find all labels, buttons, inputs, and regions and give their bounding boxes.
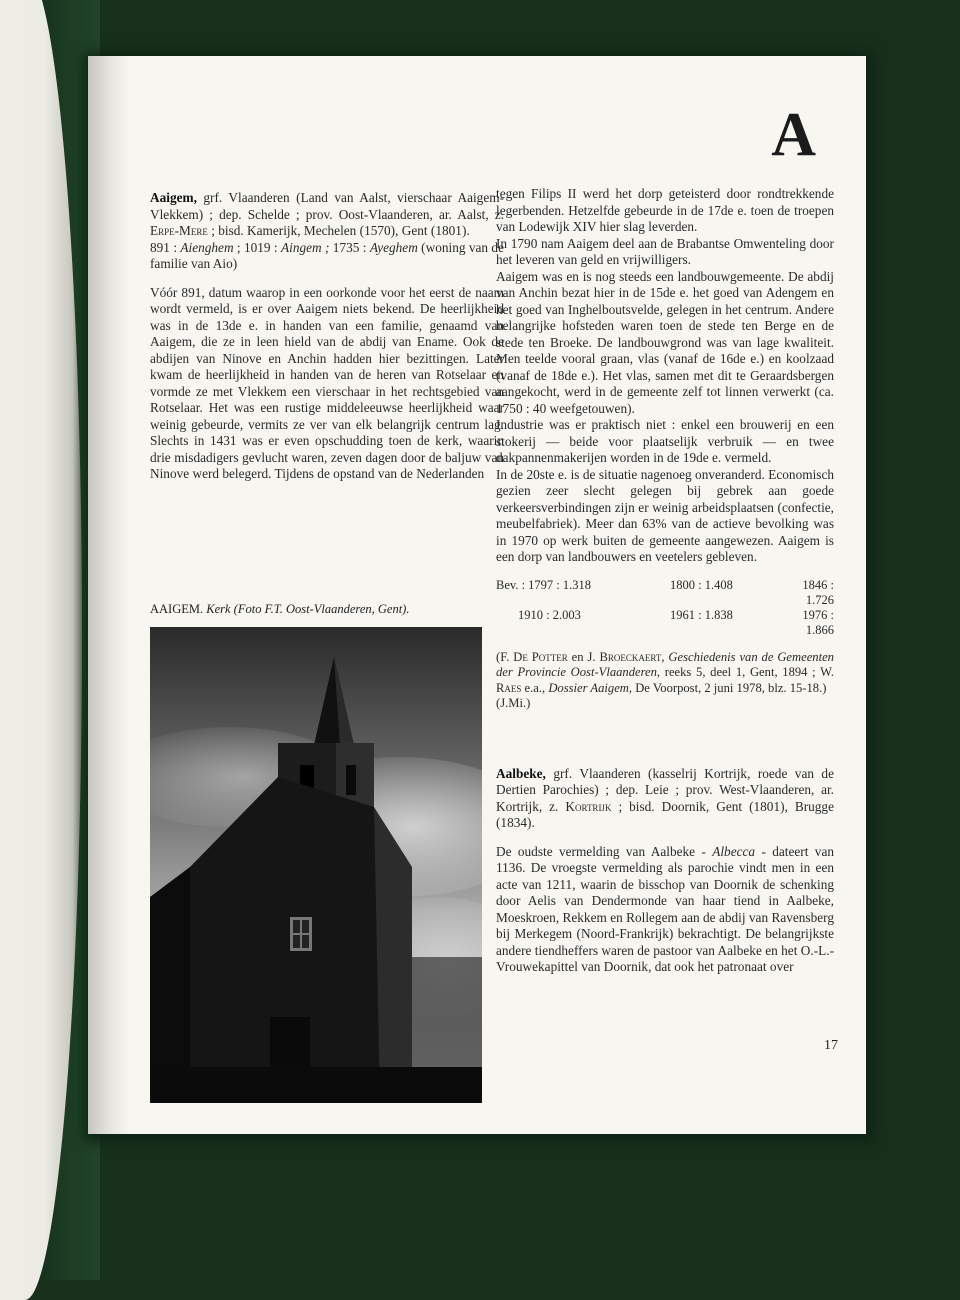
aaigem-title: Aaigem, — [150, 190, 197, 205]
book-page — [88, 56, 866, 1134]
aaigem-body-r4: Industrie was er praktisch niet : enkel een brouwerij en een stokerij — beide voor plaatselijk verbruik — en twee dakpannenmakerijen worden in de 19de e. vermeld. — [496, 417, 834, 465]
cross-ref-link[interactable]: Kortrijk — [565, 798, 612, 814]
aaigem-body-r1: tegen Filips II werd het dorp geteisterd door rondtrekkende legerbenden. Hetzelfde gebeurde in de 17de e. toen de troepen van Lodewijk XIV hier slag leverden. — [496, 186, 834, 234]
aaigem-references: (F. De Potter en J. Broeckaert, Geschiedenis van de Gemeenten der Provincie Oost-Vlaanderen, reeks 5, deel 1, Gent, 1894 ; W. Raes e.a., Dossier Aaigem, De Voorpost, 2 juni 1978, blz. 15-18.) — [496, 649, 834, 695]
aaigem-body-r3: Aaigem was en is nog steeds een landbouwgemeente. De abdij van Anchin bezat hier in de 15de e. het goed van Adengem en het goed van Inghelboutsvelde, gelegen in het centrum. Andere belangrijke hofsteden waren toen de stede ten Berge en de stede ten Broeke. De landbouwgrond was van lage kwaliteit. Men teelde vooral graan, vlas (vanaf de 16de e.) en koolzaad (vanaf de 18de e.). Het vlas, samen met dit te Geraardsbergen aangekocht, werd in de gemeente zelf tot linnen verwerkt (ca. 1750 : 40 weefgetouwen). — [496, 268, 834, 416]
aaigem-body-r5: In de 20ste e. is de situatie nagenoeg onveranderd. Economisch gezien zeer slecht gelegen bij gebrek aan goede verkeersverbindingen zijn er weinig arbeidsplaatsen (confectie, meubelfabriek). Meer dan 63% van de actieve bevolking was in 1970 op werk buiten de gemeente aangewezen. Aaigem is een dorp van landbouwers en veetelers gebleven. — [496, 466, 834, 564]
church-photo — [150, 627, 482, 1103]
cross-ref-link[interactable]: Erpe-Mere — [150, 223, 208, 238]
section-letter: A — [771, 101, 816, 169]
aaigem-names: 891 : Aienghem ; 1019 : Aingem ; 1735 : Ayeghem (woning van de familie van Aio) — [150, 239, 504, 271]
aaigem-author: (J.Mi.) — [496, 696, 531, 710]
page-number: 17 — [824, 1038, 838, 1053]
page-gutter — [88, 56, 130, 1134]
aalbeke-title: Aalbeke, — [496, 765, 546, 781]
population-table: Bev. : 1797 : 1.318 1800 : 1.408 1846 : 1.726 1910 : 2.003 1961 : 1.838 1976 : 1.866 — [496, 577, 834, 637]
aalbeke-body: De oudste vermelding van Aalbeke - Albecca - dateert van 1136. De vroegste vermelding als parochie vindt men in een acte van 1211, waarin de bisschop van Doornik de schenking door Aelis van Dendermonde van haar tiend in Aalbeke, Moeskroen, Rekkem en Rollegem aan de abdij van Ravensberg bij Merkegem (Noord-Frankrijk) bekrachtigt. De belangrijkste andere tiendheffers waren de pastoor van Aalbeke en het O.-L.-Vrouwekapittel van Doornik, dat ook het patronaat over — [496, 843, 834, 974]
aaigem-body-left: Vóór 891, datum waarop in een oorkonde voor het eerst de naam wordt vermeld, is er over Aaigem niets bekend. De heerlijkheid was in de 13de e. in handen van een familie, genaamd van Aaigem, die ze in leen hield van de abdij van Ename. Ook de abdijen van Ninove en Anchin hadden hier bezittingen. Later kwam de heerlijkheid in handen van de heren van Rotselaar en vormde ze met Vlekkem een vierschaar in het rechtsgebied van Rotselaar. Het was een rustige middeleeuwse heerlijkheid waar weinig gebeurde, vermits ze ver van elk belangrijk centrum lag. Slechts in 1431 was er even opschudding toen de kerk, waarin drie misdadigers gevlucht waren, zeven dagen door de baljuw van Ninove werd belegerd. Tijdens de opstand van de Nederlanden — [150, 284, 504, 481]
right-column — [496, 186, 834, 976]
aalbeke-entry-head: Aalbeke, grf. Vlaanderen (kasselrij Kortrijk, roede van de Dertien Parochies) ; dep. Leie ; prov. West-Vlaanderen, ar. Kortrijk, z. Kortrijk ; bisd. Doornik, Gent (1801), Brugge (1834). — [496, 765, 834, 830]
left-column — [150, 190, 504, 483]
aaigem-body-r2: In 1790 nam Aaigem deel aan de Brabantse Omwenteling door het leveren van geld en vrijwilligers. — [496, 235, 834, 267]
aaigem-entry-head: Aaigem, grf. Vlaanderen (Land van Aalst, vierschaar Aaigem-Vlekkem) ; dep. Schelde ; prov. Oost-Vlaanderen, ar. Aalst, z. Erpe-Mere ; bisd. Kamerijk, Mechelen (1570), Gent (1801). — [150, 190, 504, 238]
church-illustration — [150, 627, 482, 1103]
photo-caption: AAIGEM. Kerk (Foto F.T. Oost-Vlaanderen, Gent). — [150, 602, 410, 616]
